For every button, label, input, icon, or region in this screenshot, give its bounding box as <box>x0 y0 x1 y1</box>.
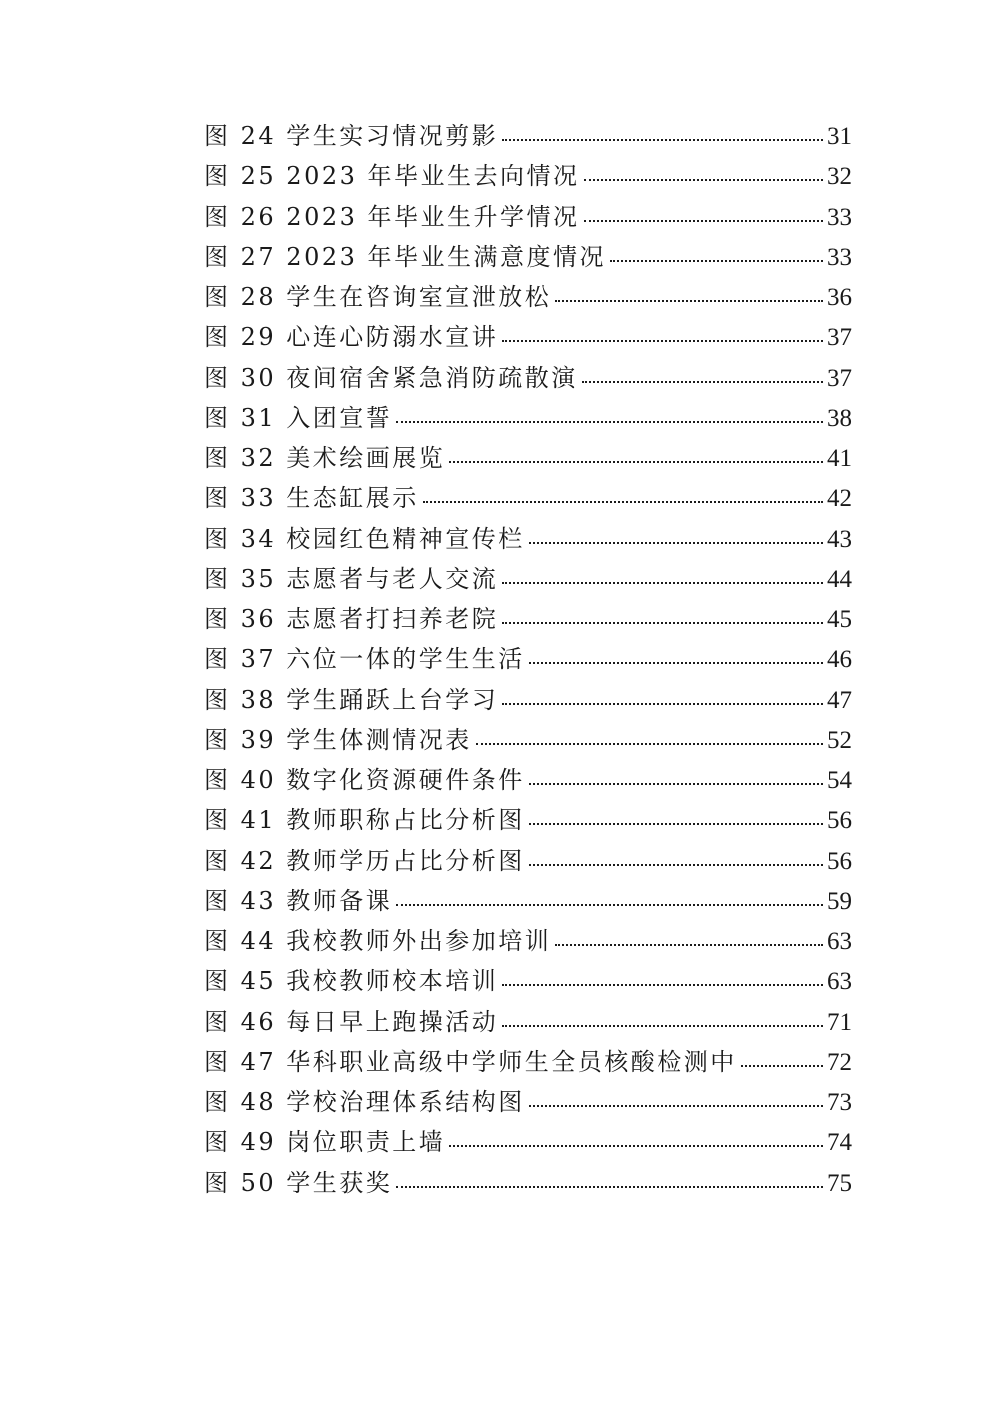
dot-leader <box>502 340 823 342</box>
toc-entry[interactable] <box>204 358 852 398</box>
toc-entry-page: 63 <box>827 968 852 996</box>
toc-entry-page: 47 <box>827 686 852 714</box>
toc-entry-page: 38 <box>827 404 852 432</box>
toc-entry-page: 36 <box>827 284 852 311</box>
toc-entry[interactable] <box>204 760 852 800</box>
toc-entry-page: 46 <box>827 646 852 674</box>
toc-entry[interactable] <box>204 1122 852 1162</box>
dot-leader <box>396 904 823 906</box>
toc-entry-title: 图 32 美术绘画展览 <box>204 444 446 472</box>
dot-leader <box>396 1186 823 1188</box>
toc-entry[interactable] <box>204 116 852 156</box>
toc-entry-title: 图 42 教师学历占比分析图 <box>204 846 525 875</box>
toc-entry[interactable] <box>204 519 852 559</box>
toc-entry-page: 52 <box>827 726 852 754</box>
toc-entry-title: 图 27 2023 年毕业生满意度情况 <box>204 242 607 271</box>
toc-entry[interactable] <box>204 720 852 760</box>
toc-entry[interactable] <box>204 961 852 1001</box>
dot-leader <box>396 421 823 423</box>
toc-entry[interactable] <box>204 156 852 196</box>
toc-entry-title: 图 41 教师职称占比分析图 <box>204 806 525 835</box>
toc-entry[interactable] <box>204 800 852 840</box>
toc-entry[interactable] <box>204 478 852 518</box>
toc-entry-title: 图 36 志愿者打扫养老院 <box>204 605 499 633</box>
toc-entry-title: 图 37 六位一体的学生生活 <box>204 645 525 674</box>
dot-leader <box>529 1105 823 1107</box>
toc-entry-page: 56 <box>827 847 852 875</box>
toc-entry[interactable] <box>204 841 852 881</box>
dot-leader <box>741 1065 823 1067</box>
dot-leader <box>610 260 823 262</box>
toc-entry-title: 图 30 夜间宿舍紧急消防疏散演 <box>204 363 578 392</box>
toc-entry[interactable] <box>204 197 852 237</box>
toc-entry[interactable] <box>204 237 852 277</box>
toc-entry-title: 图 31 入团宣誓 <box>204 403 393 432</box>
toc-entry-title: 图 25 2023 年毕业生去向情况 <box>204 162 580 191</box>
dot-leader <box>529 783 823 785</box>
dot-leader <box>449 1145 823 1147</box>
toc-entry[interactable] <box>204 438 852 478</box>
toc-entry-page: 33 <box>827 203 852 231</box>
dot-leader <box>529 864 823 866</box>
dot-leader <box>555 944 823 946</box>
toc-entry[interactable] <box>204 1042 852 1082</box>
toc-entry-page: 45 <box>827 606 852 633</box>
toc-entry-page: 44 <box>827 565 852 593</box>
toc-entry-title: 图 49 岗位职责上墙 <box>204 1128 446 1157</box>
toc-entry-page: 42 <box>827 485 852 513</box>
toc-entry-title: 图 33 生态缸展示 <box>204 484 419 513</box>
toc-entry-page: 37 <box>827 324 852 352</box>
toc-entry-page: 31 <box>827 123 852 150</box>
toc-entry-title: 图 50 学生获奖 <box>204 1168 393 1197</box>
toc-entry[interactable] <box>204 639 852 679</box>
toc-entry-title: 图 34 校园红色精神宣传栏 <box>204 524 525 553</box>
dot-leader <box>529 823 823 825</box>
toc-entry-title: 图 26 2023 年毕业生升学情况 <box>204 202 580 231</box>
toc-entry-page: 59 <box>827 887 852 915</box>
dot-leader <box>584 179 823 181</box>
toc-entry-title: 图 39 学生体测情况表 <box>204 725 472 754</box>
toc-entry-page: 72 <box>827 1048 852 1076</box>
toc-entry-page: 32 <box>827 163 852 191</box>
toc-entry[interactable] <box>204 1082 852 1122</box>
dot-leader <box>449 461 823 463</box>
dot-leader <box>502 582 823 584</box>
toc-entry-page: 71 <box>827 1008 852 1036</box>
dot-leader <box>423 501 823 503</box>
toc-entry[interactable] <box>204 277 852 317</box>
toc-entry[interactable] <box>204 680 852 720</box>
dot-leader <box>529 542 823 544</box>
dot-leader <box>502 622 823 624</box>
toc-entry[interactable] <box>204 398 852 438</box>
figure-list <box>204 116 852 1203</box>
toc-entry[interactable] <box>204 559 852 599</box>
toc-entry[interactable] <box>204 1002 852 1042</box>
toc-entry-title: 图 48 学校治理体系结构图 <box>204 1088 525 1116</box>
dot-leader <box>555 300 823 302</box>
toc-entry-page: 33 <box>827 243 852 271</box>
toc-entry[interactable] <box>204 1163 852 1203</box>
dot-leader <box>502 984 823 986</box>
toc-entry-title: 图 35 志愿者与老人交流 <box>204 564 499 593</box>
toc-entry-page: 37 <box>827 364 852 392</box>
dot-leader <box>582 381 823 383</box>
dot-leader <box>476 743 823 745</box>
toc-entry-title: 图 40 数字化资源硬件条件 <box>204 766 525 794</box>
toc-entry-page: 43 <box>827 525 852 553</box>
dot-leader <box>529 662 823 664</box>
dot-leader <box>502 139 823 141</box>
toc-entry-title: 图 44 我校教师外出参加培训 <box>204 927 552 955</box>
dot-leader <box>502 1025 823 1027</box>
toc-entry-page: 41 <box>827 445 852 472</box>
toc-entry-page: 54 <box>827 767 852 794</box>
toc-entry-title: 图 28 学生在咨询室宣泄放松 <box>204 283 552 311</box>
toc-entry-title: 图 46 每日早上跑操活动 <box>204 1007 499 1036</box>
toc-entry-page: 63 <box>827 928 852 955</box>
toc-entry-title: 图 38 学生踊跃上台学习 <box>204 685 499 714</box>
toc-entry-page: 56 <box>827 807 852 835</box>
dot-leader <box>502 703 823 705</box>
dot-leader <box>584 220 823 222</box>
toc-entry-title: 图 45 我校教师校本培训 <box>204 967 499 996</box>
toc-entry[interactable] <box>204 881 852 921</box>
toc-entry-title: 图 24 学生实习情况剪影 <box>204 122 499 150</box>
toc-entry-title: 图 47 华科职业高级中学师生全员核酸检测中 <box>204 1047 737 1076</box>
toc-entry-title: 图 43 教师备课 <box>204 886 393 915</box>
toc-entry-page: 75 <box>827 1169 852 1197</box>
toc-entry[interactable] <box>204 317 852 357</box>
toc-entry[interactable] <box>204 599 852 639</box>
toc-entry-title: 图 29 心连心防溺水宣讲 <box>204 323 499 352</box>
toc-entry-page: 73 <box>827 1089 852 1116</box>
toc-entry-page: 74 <box>827 1129 852 1157</box>
toc-entry[interactable] <box>204 921 852 961</box>
